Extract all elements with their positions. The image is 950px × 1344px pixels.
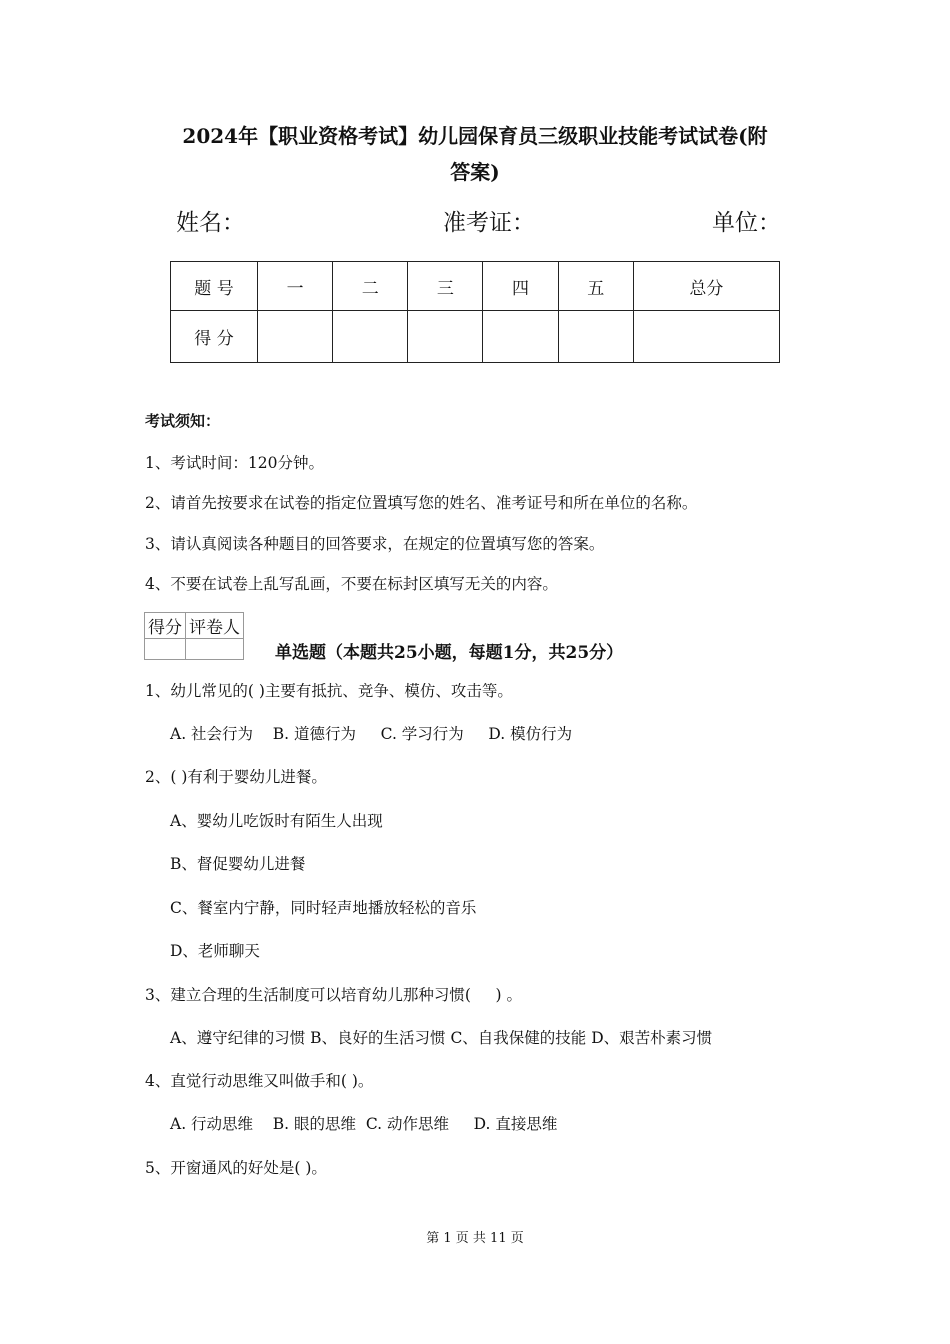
section-title: 单选题（本题共25小题，每题1分，共25分） <box>275 643 624 663</box>
question-2-option-a: A、婴幼儿吃饭时有陌生人出现 <box>170 812 383 830</box>
question-3: 3、建立合理的生活制度可以培育幼儿那种习惯( ) 。 <box>145 986 523 1004</box>
title-line-1: 2024年【职业资格考试】幼儿园保育员三级职业技能考试试卷(附 <box>182 124 768 148</box>
page-footer: 第 1 页 共 11 页 <box>426 1231 524 1246</box>
grader-score-label: 得分 <box>145 613 186 639</box>
notice-title: 考试须知： <box>145 412 221 430</box>
score-cell-4[interactable] <box>483 311 558 363</box>
grader-value-row <box>145 639 244 660</box>
unit-label: 单位： <box>712 210 781 236</box>
question-number-label: 题 号 <box>171 262 258 311</box>
score-header-2: 二 <box>333 262 408 311</box>
score-header-total: 总分 <box>633 262 779 311</box>
notice-item-3: 3、请认真阅读各种题目的回答要求，在规定的位置填写您的答案。 <box>145 535 605 553</box>
notice-item-2: 2、请首先按要求在试卷的指定位置填写您的姓名、准考证号和所在单位的名称。 <box>145 494 698 512</box>
score-header-1: 一 <box>258 262 333 311</box>
grader-reviewer-label: 评卷人 <box>186 613 244 639</box>
score-table <box>170 261 780 363</box>
candidate-info <box>0 204 950 238</box>
score-cell-total[interactable] <box>633 311 779 363</box>
question-2-option-c: C、餐室内宁静，同时轻声地播放轻松的音乐 <box>170 899 477 917</box>
score-cell-1[interactable] <box>258 311 333 363</box>
score-cell-3[interactable] <box>408 311 483 363</box>
notice-item-4: 4、不要在试卷上乱写乱画，不要在标封区填写无关的内容。 <box>145 575 558 593</box>
score-header-4: 四 <box>483 262 558 311</box>
question-4-options: A. 行动思维 B. 眼的思维 C. 动作思维 D. 直接思维 <box>170 1115 558 1133</box>
page-title <box>130 118 820 190</box>
score-label: 得 分 <box>171 311 258 363</box>
name-label: 姓名： <box>176 210 245 236</box>
question-1-options: A. 社会行为 B. 道德行为 C. 学习行为 D. 模仿行为 <box>170 725 573 743</box>
score-header-3: 三 <box>408 262 483 311</box>
title-line-2: 答案) <box>450 160 500 184</box>
question-5: 5、开窗通风的好处是( )。 <box>145 1159 327 1177</box>
grader-table <box>144 612 244 660</box>
exam-id-label: 准考证： <box>443 210 535 236</box>
question-2-option-b: B、督促婴幼儿进餐 <box>170 855 306 873</box>
score-cell-5[interactable] <box>558 311 633 363</box>
grader-header-row <box>145 613 244 639</box>
score-table-header-row <box>171 262 780 311</box>
question-1: 1、幼儿常见的( )主要有抵抗、竞争、模仿、攻击等。 <box>145 682 513 700</box>
question-2-option-d: D、老师聊天 <box>170 942 260 960</box>
score-header-5: 五 <box>558 262 633 311</box>
question-2: 2、( )有利于婴幼儿进餐。 <box>145 768 327 786</box>
question-4: 4、直觉行动思维又叫做手和( )。 <box>145 1072 374 1090</box>
grader-reviewer-cell[interactable] <box>186 639 244 660</box>
score-table-score-row <box>171 311 780 363</box>
question-3-options: A、遵守纪律的习惯 B、良好的生活习惯 C、自我保健的技能 D、艰苦朴素习惯 <box>170 1029 713 1047</box>
notice-item-1: 1、考试时间：120分钟。 <box>145 454 324 472</box>
grader-score-cell[interactable] <box>145 639 186 660</box>
score-cell-2[interactable] <box>333 311 408 363</box>
